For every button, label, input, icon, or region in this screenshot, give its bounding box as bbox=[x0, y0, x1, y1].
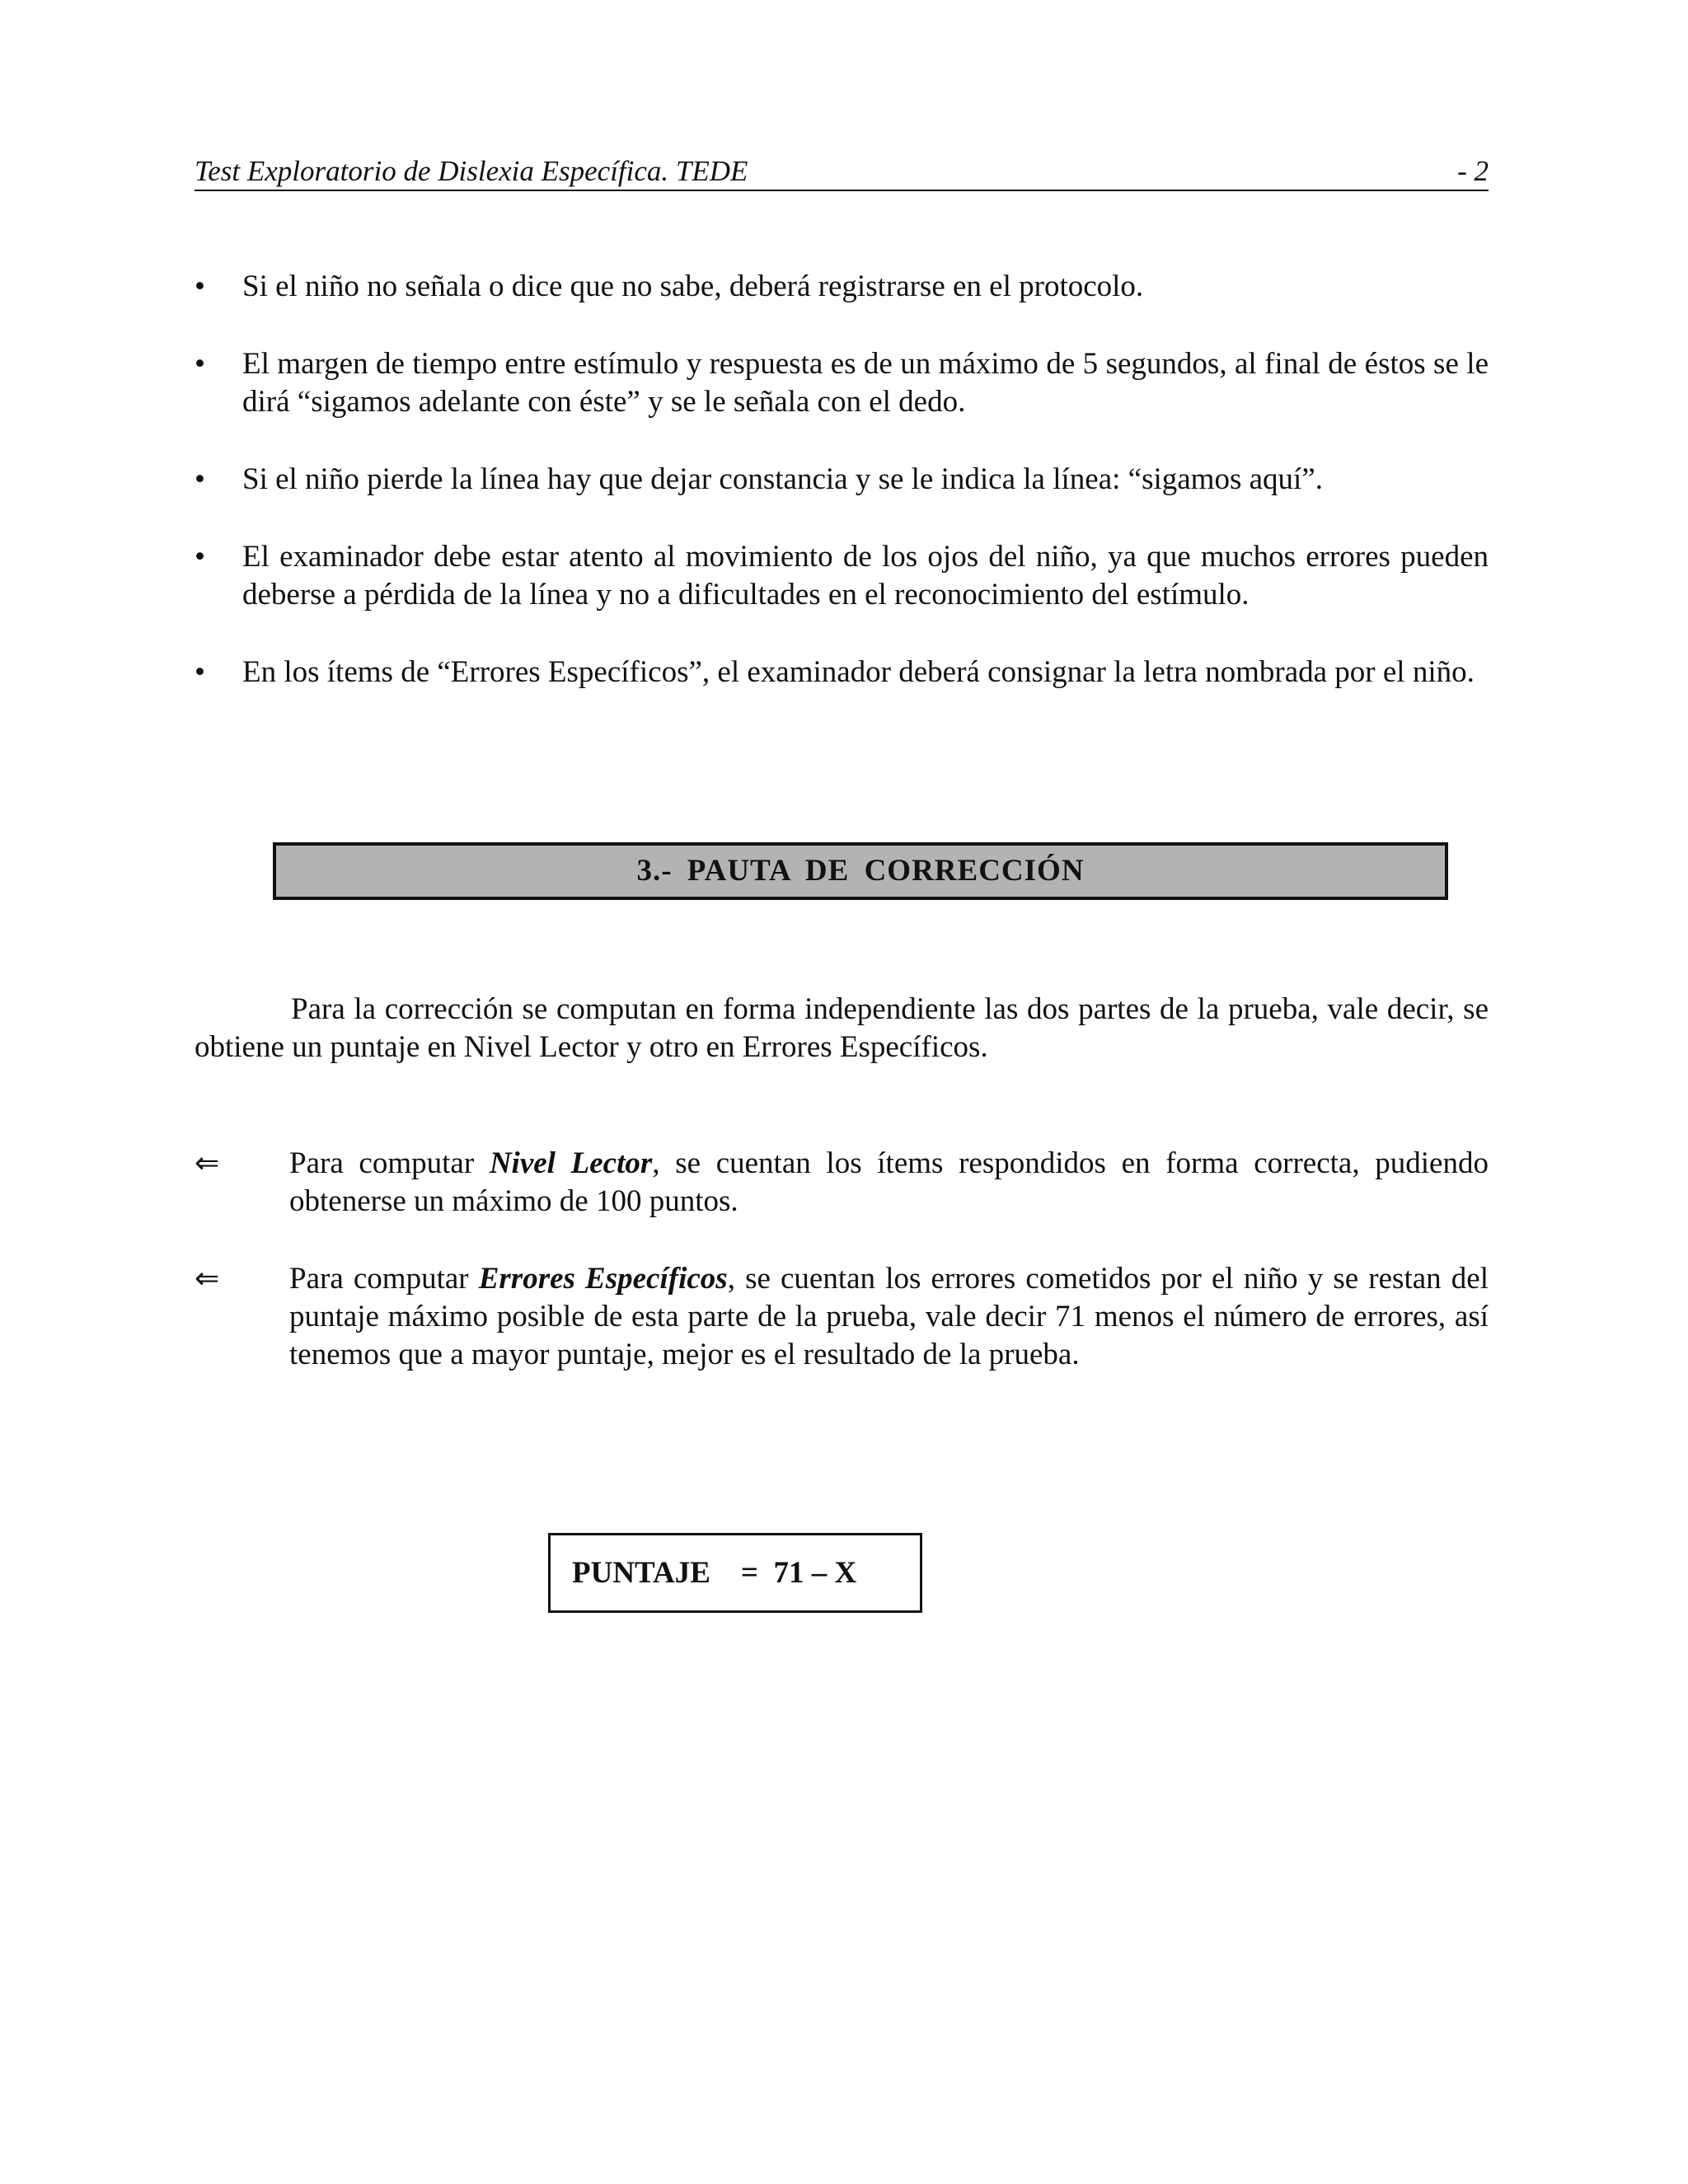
list-item bbox=[195, 1145, 1489, 1221]
rule-suffix: , se cuentan los ítems respondidos en forma correcta, pudiendo obtenerse un máximo de 100 puntos. bbox=[289, 1146, 1489, 1218]
bullet-dot-icon: • bbox=[195, 269, 205, 303]
running-header bbox=[195, 153, 1489, 191]
list-item bbox=[195, 345, 1489, 421]
section-heading: 3.- PAUTA DE CORRECCIÓN bbox=[273, 842, 1448, 900]
scoring-rules-list bbox=[195, 1145, 1489, 1413]
rule-suffix: , se cuentan los errores cometidos por el niño y se restan del puntaje máximo posible de esta parte de la prueba, vale decir 71 menos el número de errores, así tenemos que a mayor puntaje, mejor es el resultado de la prueba. bbox=[289, 1262, 1489, 1371]
rule-prefix: Para computar bbox=[289, 1262, 479, 1296]
rule-term: Errores Específicos bbox=[478, 1262, 728, 1296]
intro-paragraph: Para la corrección se computan en forma independiente las dos partes de la prueba, vale decir, se obtiene un puntaje en Nivel Lector y otro en Errores Específicos. bbox=[195, 992, 1489, 1064]
rule-text bbox=[289, 1262, 1489, 1371]
bullet-dot-icon: • bbox=[195, 655, 205, 689]
list-item-text: El margen de tiempo entre estímulo y respuesta es de un máximo de 5 segundos, al final de éstos se le dirá “sigamos adelante con éste” y se le señala con el dedo. bbox=[242, 347, 1489, 419]
rule-prefix: Para computar bbox=[289, 1146, 490, 1180]
bullet-dot-icon: • bbox=[195, 462, 205, 496]
document-title: Test Exploratorio de Dislexia Específica. TEDE bbox=[195, 155, 748, 187]
list-item-text: En los ítems de “Errores Específicos”, el examinador deberá consignar la letra nombrada por el niño. bbox=[242, 655, 1475, 689]
list-item bbox=[195, 461, 1489, 499]
instructions-list bbox=[195, 268, 1489, 731]
left-double-arrow-icon: ⇐ bbox=[195, 1262, 220, 1296]
formula-label: PUNTAJE bbox=[572, 1556, 710, 1590]
formula-expression: = 71 – X bbox=[740, 1556, 857, 1590]
list-item bbox=[195, 538, 1489, 614]
score-formula-box bbox=[548, 1533, 922, 1613]
rule-term: Nivel Lector bbox=[489, 1146, 653, 1180]
bullet-dot-icon: • bbox=[195, 540, 205, 574]
list-item bbox=[195, 268, 1489, 306]
list-item bbox=[195, 1260, 1489, 1374]
left-double-arrow-icon: ⇐ bbox=[195, 1146, 220, 1180]
list-item-text: Si el niño no señala o dice que no sabe, deberá registrarse en el protocolo. bbox=[242, 269, 1144, 303]
bullet-dot-icon: • bbox=[195, 347, 205, 381]
list-item bbox=[195, 654, 1489, 691]
rule-text bbox=[289, 1146, 1489, 1218]
list-item-text: Si el niño pierde la línea hay que dejar constancia y se le indica la línea: “sigamos aquí”. bbox=[242, 462, 1323, 496]
page-number: - 2 bbox=[1457, 155, 1489, 187]
list-item-text: El examinador debe estar atento al movimiento de los ojos del niño, ya que muchos errores pueden deberse a pérdida de la línea y no a dificultades en el reconocimiento del estímulo. bbox=[242, 540, 1489, 612]
